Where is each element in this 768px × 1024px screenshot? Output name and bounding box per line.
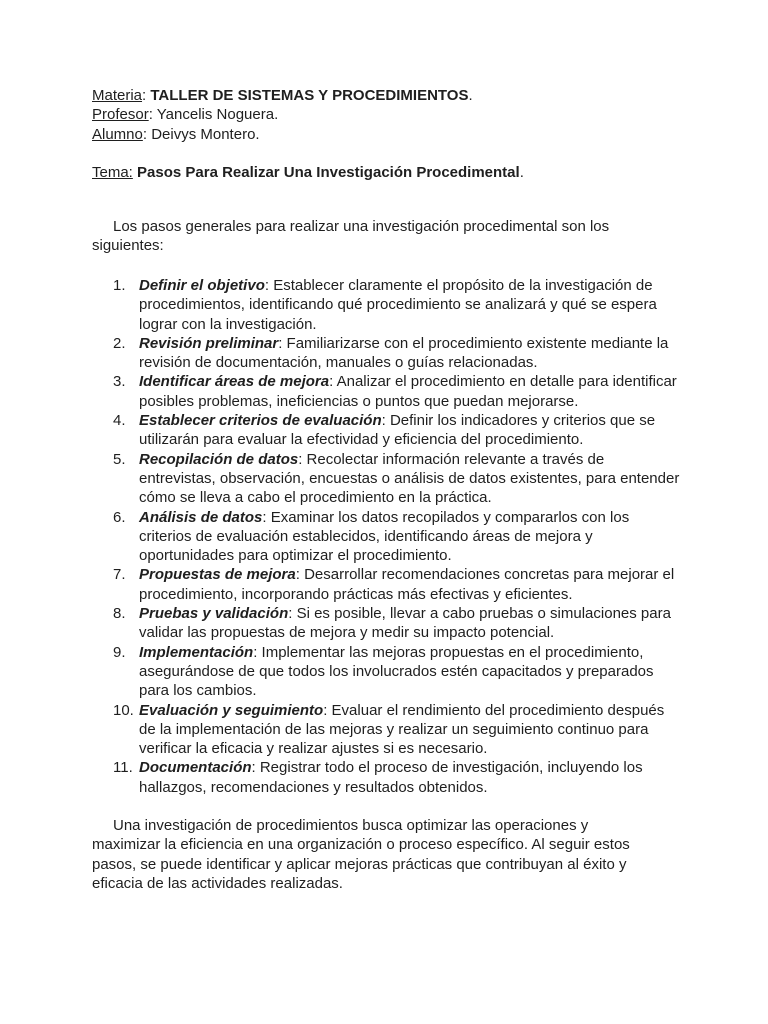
step-number: 10.: [113, 701, 134, 719]
step-text: : Analizar el procedimiento en detalle para identificar posibles problemas, ineficiencias o puntos que puedan mejorarse.: [139, 373, 677, 410]
step-title: Identificar áreas de mejora: [139, 373, 330, 391]
conclusion-paragraph: [92, 816, 652, 893]
step-number: 2.: [113, 334, 126, 352]
steps-list: [92, 276, 682, 797]
step-title: Implementación: [139, 643, 254, 661]
step-number: 11.: [113, 759, 133, 777]
step-title: Evaluación y seguimiento: [139, 701, 324, 719]
step-text: : Evaluar el rendimiento del procedimiento después de la implementación de las mejoras y realizar un seguimiento continuo para verificar la eficacia y realizar ajustes si es necesario.: [139, 701, 665, 758]
list-item: [92, 508, 682, 566]
step-number: 1.: [113, 277, 126, 294]
alumno-line: Alumno: Deivys Montero.: [92, 125, 260, 143]
step-number: 9.: [113, 643, 126, 661]
intro-paragraph: [92, 217, 652, 256]
conclusion-text: Una investigación de procedimientos busca optimizar las operaciones y maximizar la eficiencia en una organización o proceso específico. Al seguir estos pasos, se puede identificar y aplicar mejoras prácticas que contribuyan al éxito y eficacia de las actividades realizadas.: [92, 817, 630, 892]
step-title: Pruebas y validación: [139, 605, 289, 623]
step-text: : Si es posible, llevar a cabo pruebas o simulaciones para validar las propuestas de mejora y medir su impacto potencial.: [139, 605, 671, 642]
step-title: Revisión preliminar: [139, 334, 279, 352]
step-text: : Familiarizarse con el procedimiento existente mediante la revisión de documentación, manuales o guías relacionadas.: [139, 334, 669, 372]
list-item: [92, 450, 682, 508]
alumno-label: Alumno: [92, 125, 143, 143]
step-number: 3.: [113, 373, 126, 391]
step-number: 4.: [113, 412, 126, 430]
list-item: [92, 565, 682, 604]
step-title: Propuestas de mejora: [139, 566, 296, 584]
step-text: : Implementar las mejoras propuestas en el procedimiento, asegurándose de que todos los involucrados estén capacitados y preparados para los cambios.: [139, 643, 654, 700]
step-text: : Definir los indicadores y criterios que se utilizarán para evaluar la efectividad y eficiencia del procedimiento.: [139, 412, 656, 449]
document-header: [92, 86, 692, 144]
materia-value: TALLER DE SISTEMAS Y PROCEDIMIENTOS: [150, 87, 469, 104]
profesor-value: Yancelis Noguera.: [156, 106, 279, 124]
topic-line: Tema: Pasos Para Realizar Una Investigación Procedimental.: [92, 164, 524, 181]
materia-label: Materia: [92, 87, 143, 104]
step-title: Documentación: [139, 759, 252, 777]
materia-line: Materia: TALLER DE SISTEMAS Y PROCEDIMIENTOS.: [92, 87, 473, 104]
step-text: : Registrar todo el proceso de investigación, incluyendo los hallazgos, recomendaciones y resultados obtenidos.: [139, 759, 643, 796]
list-item: [92, 334, 682, 373]
list-item: [92, 643, 682, 701]
tema-value: Pasos Para Realizar Una Investigación Procedimental: [137, 164, 520, 181]
step-title: Análisis de datos: [139, 508, 263, 526]
list-item: [92, 372, 682, 411]
alumno-value: Deivys Montero.: [151, 125, 260, 143]
list-item: [92, 411, 682, 450]
list-item: [92, 701, 682, 759]
step-title: Recopilación de datos: [139, 450, 299, 468]
step-title: Establecer criterios de evaluación: [139, 412, 382, 430]
list-item: [92, 604, 682, 643]
list-item: [92, 758, 682, 797]
step-number: 5.: [113, 450, 126, 468]
step-title: Definir el objetivo: [139, 277, 265, 294]
list-item: [92, 276, 682, 334]
step-text: : Recolectar información relevante a través de entrevistas, observación, encuestas o análisis de datos existentes, para entender cómo se lleva a cabo el procedimiento en la práctica.: [139, 450, 680, 507]
step-text: : Examinar los datos recopilados y compararlos con los criterios de evaluación establecidos, identificando áreas de mejora y oportunidades para optimizar el procedimiento.: [139, 508, 630, 565]
step-text: : Desarrollar recomendaciones concretas para mejorar el procedimiento, incorporando prácticas más efectivas y eficientes.: [139, 566, 675, 603]
profesor-label: Profesor: [92, 106, 149, 124]
intro-text: Los pasos generales para realizar una investigación procedimental son los siguientes:: [92, 218, 610, 255]
step-number: 8.: [113, 605, 126, 623]
profesor-line: Profesor: Yancelis Noguera.: [92, 106, 279, 124]
step-text: : Establecer claramente el propósito de la investigación de procedimientos, identificando qué procedimiento se analizará y qué se espera lograr con la investigación.: [139, 277, 657, 333]
tema-label: Tema:: [92, 164, 133, 181]
step-number: 6.: [113, 508, 126, 526]
step-number: 7.: [113, 566, 126, 584]
